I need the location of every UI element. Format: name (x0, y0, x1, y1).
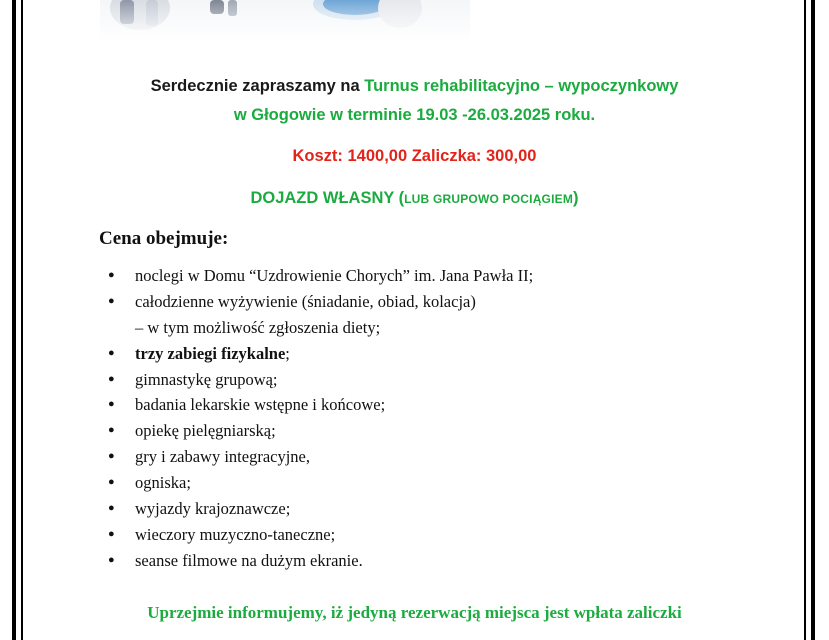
header-photo-image (100, 0, 470, 42)
includes-heading: Cena obejmuje: (99, 228, 229, 249)
includes-list (108, 263, 533, 574)
bullet-icon: ● (108, 476, 115, 489)
list-item (108, 263, 533, 289)
stay-title: Turnus rehabilitacyjno – wypoczynkowy (364, 77, 679, 95)
transport-note: LUB GRUPOWO POCIĄGIEM (404, 192, 574, 206)
bullet-icon: ● (108, 346, 115, 359)
invitation-line-1 (30, 77, 799, 96)
list-item (108, 470, 533, 496)
list-item-text: noclegi w Domu “Uzdrowienie Chorych” im. Jana Pawła II; (135, 266, 534, 285)
list-item-text: opiekę pielęgniarską; (135, 421, 276, 441)
bullet-icon: ● (108, 269, 115, 281)
bullet-icon: ● (108, 294, 115, 307)
bullet-icon: ● (108, 502, 115, 515)
list-item (108, 367, 533, 393)
transport-close: ) (573, 189, 579, 207)
list-item-text: całodzienne wyżywienie (śniadanie, obiad, kolacja) (135, 291, 476, 311)
transport-main: DOJAZD WŁASNY ( (250, 189, 405, 207)
list-item-text: gry i zabawy integracyjne, (135, 447, 311, 467)
list-item-text-bold: trzy zabiegi fizykalne (135, 343, 286, 363)
list-item (108, 496, 533, 522)
list-item (108, 522, 533, 548)
bullet-icon: ● (108, 424, 115, 437)
list-item-text: seanse filmowe na dużym ekranie. (135, 550, 363, 570)
invitation-lead: Serdecznie zapraszamy na (150, 77, 365, 95)
transport-line (30, 189, 799, 208)
list-item (108, 444, 533, 470)
list-item-continuation: – w tym możliwość zgłoszenia diety; (135, 317, 381, 337)
list-item-text: gimnastykę grupową; (135, 369, 278, 389)
bullet-icon: ● (108, 553, 115, 566)
list-item (108, 392, 533, 418)
reservation-note: Uprzejmie informujemy, iż jedyną rezerwacją miejsca jest wpłata zaliczki (147, 603, 682, 622)
bullet-icon: ● (108, 527, 115, 540)
bullet-icon: ● (108, 450, 115, 463)
cost-line: Koszt: 1400,00 Zaliczka: 300,00 (292, 147, 537, 165)
list-item-text: badania lekarskie wstępne i końcowe; (135, 395, 386, 415)
list-item (108, 341, 533, 367)
list-item-suffix: ; (285, 343, 290, 363)
list-item-text: ogniska; (135, 473, 191, 493)
list-item (108, 548, 533, 574)
list-item-text: wieczory muzyczno-taneczne; (135, 524, 336, 544)
bullet-icon: ● (108, 398, 115, 411)
bullet-icon: ● (108, 372, 115, 385)
list-item-text: wyjazdy krajoznawcze; (135, 499, 291, 519)
invitation-line-2: w Głogowie w terminie 19.03 -26.03.2025 roku. (233, 106, 596, 124)
list-item (108, 289, 533, 341)
list-item (108, 418, 533, 444)
header-photo (100, 0, 470, 42)
